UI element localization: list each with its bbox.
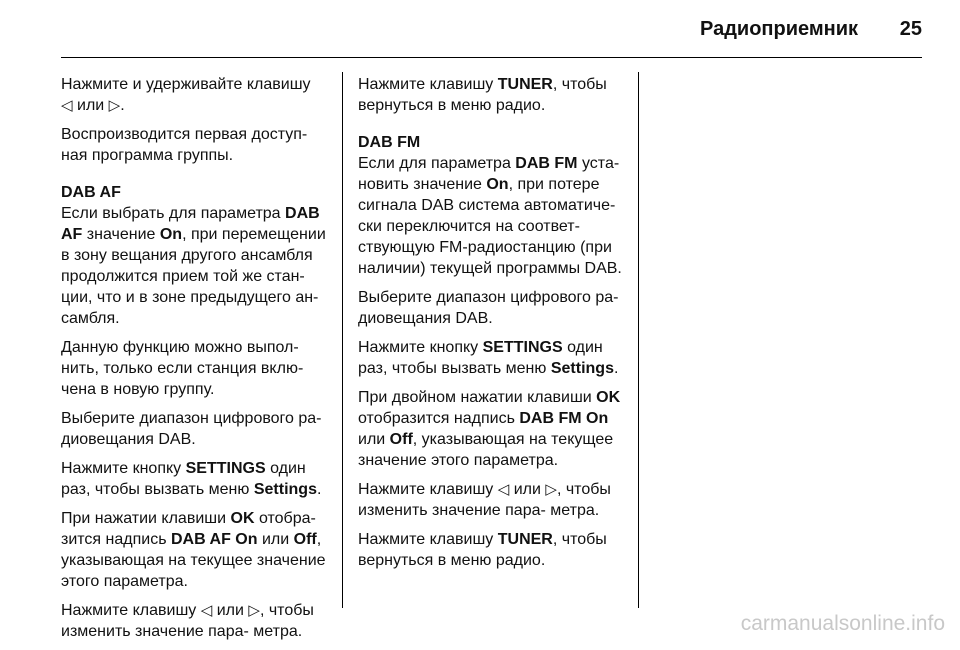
paragraph-first-program: Воспроизводится первая доступ- ная программа группы. (61, 126, 308, 164)
heading-dab-af: DAB AF (61, 184, 121, 201)
paragraph-press-tuner-return: Нажмите клавишу TUNER, чтобы вернуться в меню радио. (358, 531, 607, 569)
paragraph-dab-fm-description: Если для параметра DAB FM уста- новить значение On, при потере сигнала DAB система автоматиче- ски переключится на соответ- ствующую FM-радиостанцию (при наличии) текущей программы DAB. (358, 155, 622, 277)
paragraph-change-value: Нажмите клавишу ◁ или ▷, чтобы изменить значение пара- метра. (358, 481, 611, 519)
paragraph-hold-key: Нажмите и удерживайте клавишу ◁ или ▷. (61, 76, 311, 114)
paragraph-double-press-ok: При двойном нажатии клавиши OK отобразится надпись DAB FM On или Off, указывающая на текущее значение этого параметра. (358, 389, 621, 469)
paragraph-press-settings: Нажмите кнопку SETTINGS один раз, чтобы вызвать меню Settings. (358, 339, 619, 377)
left-arrow-icon: ◁ (497, 481, 510, 498)
right-arrow-icon: ▷ (248, 602, 260, 619)
left-arrow-icon: ◁ (61, 97, 73, 114)
paragraph-press-ok: При нажатии клавиши OK отобра- зится надпись DAB AF On или Off, указывающая на текущее значение этого параметра. (61, 510, 326, 590)
left-column (61, 74, 327, 650)
paragraph-dab-af-description: Если выбрать для параметра DAB AF значение On, при перемещении в зону вещания другого ансамбля продолжится прием той же стан- ции, что и в зоне предыдущего ан- самбля. (61, 205, 326, 327)
right-arrow-icon: ▷ (108, 97, 121, 114)
middle-column (358, 74, 624, 579)
paragraph-change-value: Нажмите клавишу ◁ или ▷, чтобы изменить значение пара- метра. (61, 602, 314, 640)
header-divider (61, 57, 922, 58)
heading-dab-fm: DAB FM (358, 134, 421, 151)
right-arrow-icon: ▷ (545, 481, 557, 498)
paragraph-function-condition: Данную функцию можно выпол- нить, только если станция вклю- чена в новую группу. (61, 339, 304, 398)
paragraph-select-band: Выберите диапазон цифрового ра- диовещания DAB. (358, 289, 619, 327)
page-title: Радиоприемник (700, 18, 859, 40)
watermark: carmanualsonline.info (740, 612, 945, 635)
column-divider-left (342, 72, 343, 608)
paragraph-press-tuner: Нажмите клавишу TUNER, чтобы вернуться в меню радио. (358, 76, 607, 114)
page-number: 25 (899, 18, 922, 40)
paragraph-press-settings: Нажмите кнопку SETTINGS один раз, чтобы вызвать меню Settings. (61, 460, 322, 498)
column-divider-right (638, 72, 639, 608)
paragraph-select-band: Выберите диапазон цифрового ра- диовещания DAB. (61, 410, 322, 448)
left-arrow-icon: ◁ (200, 602, 213, 619)
